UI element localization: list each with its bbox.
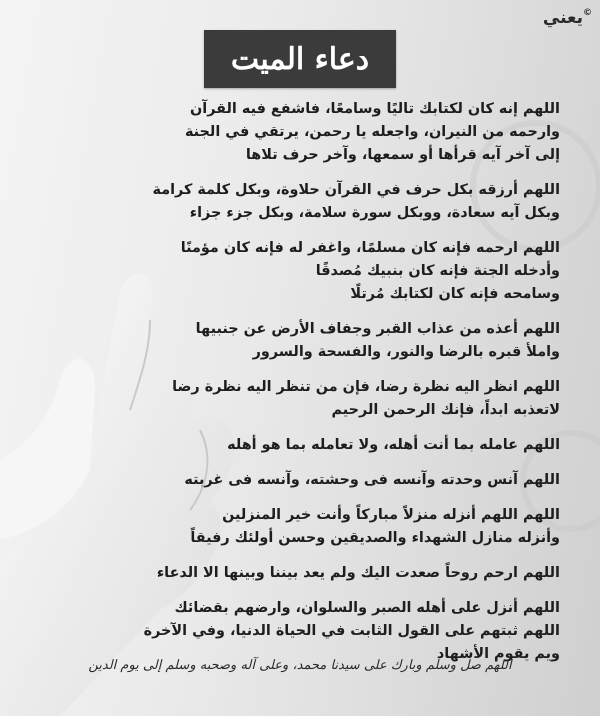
dua-line: اللهم عامله بما أنت أهله، ولا تعامله بما هو أهله xyxy=(227,437,560,453)
logo-text: يعني xyxy=(542,8,583,28)
dua-paragraph xyxy=(40,237,560,306)
dua-line: وبكل آيه سعادة، ووبكل سورة سلامة، وبكل جزء جزاء xyxy=(189,205,560,221)
dua-line: اللهم ارحم روحاً صعدت اليك ولم يعد بيننا وبينها الا الدعاء xyxy=(156,565,560,581)
dua-line: اللهم إنه كان لكتابك تاليًا وسامعًا، فاشفع فيه القرآن xyxy=(190,101,560,117)
dua-line: اللهم انظر اليه نظرة رضا، فإن من تنظر اليه نظرة رضا xyxy=(172,379,560,395)
dua-line: اللهم آنس وحدته وآنسه فى وحشته، وآنسه فى غربته xyxy=(184,472,560,488)
dua-line: وأدخله الجنة فإنه كان بنبيك مُصدقًا xyxy=(315,263,560,279)
dua-paragraph xyxy=(40,179,560,225)
dua-paragraph xyxy=(40,562,560,585)
salawat-footer: اللهم صل وسلم وبارك على سيدنا محمد، وعلى آله وصحبه وسلم إلى يوم الدين xyxy=(88,658,512,673)
dua-line: لاتعذبه ابداً، فإنك الرحمن الرحيم xyxy=(331,402,560,418)
logo-mark: © xyxy=(583,8,592,18)
dua-paragraph xyxy=(40,469,560,492)
page-title: دعاء الميت xyxy=(204,30,396,88)
dua-line: وسامحه فإنه كان لكتابك مُرتلًا xyxy=(350,286,560,302)
dua-paragraph xyxy=(40,98,560,167)
dua-line: اللهم ثبتهم على القول الثابت في الحياة الدنيا، وفي الآخرة xyxy=(143,623,560,639)
dua-line: واملأ قبره بالرضا والنور، والفسحة والسرور xyxy=(252,344,560,360)
dua-paragraph xyxy=(40,597,560,666)
dua-paragraph xyxy=(40,376,560,422)
dua-line: اللهم أعذه من عذاب القبر وجفاف الأرض عن جنبيها xyxy=(195,321,560,337)
dua-line: اللهم اللهم أنزله منزلاً مباركاً وأنت خير المنزلين xyxy=(222,507,560,523)
brand-logo xyxy=(542,8,592,34)
dua-line: ويم يقوم الأشهاد xyxy=(436,646,560,662)
dua-line: اللهم أنزل على أهله الصبر والسلوان، وارضهم بقضائك xyxy=(174,600,560,616)
dua-line: وارحمه من النيران، واجعله يا رحمن، يرتقي في الجنة xyxy=(184,124,560,140)
dua-paragraph xyxy=(40,504,560,550)
dua-line: اللهم ارحمه فإنه كان مسلمًا، واغفر له فإنه كان مؤمنًا xyxy=(180,240,560,256)
dua-paragraph xyxy=(40,434,560,457)
dua-line: وأنزله منازل الشهداء والصديقين وحسن أولئك رفيقاً xyxy=(190,530,560,546)
dua-text xyxy=(40,98,560,678)
dua-paragraph xyxy=(40,318,560,364)
dua-line: إلى آخر آيه قرأها أو سمعها، وآخر حرف تلاها xyxy=(245,147,560,163)
dua-line: اللهم أرزقه بكل حرف في القرآن حلاوة، وبكل كلمة كرامة xyxy=(152,182,560,198)
